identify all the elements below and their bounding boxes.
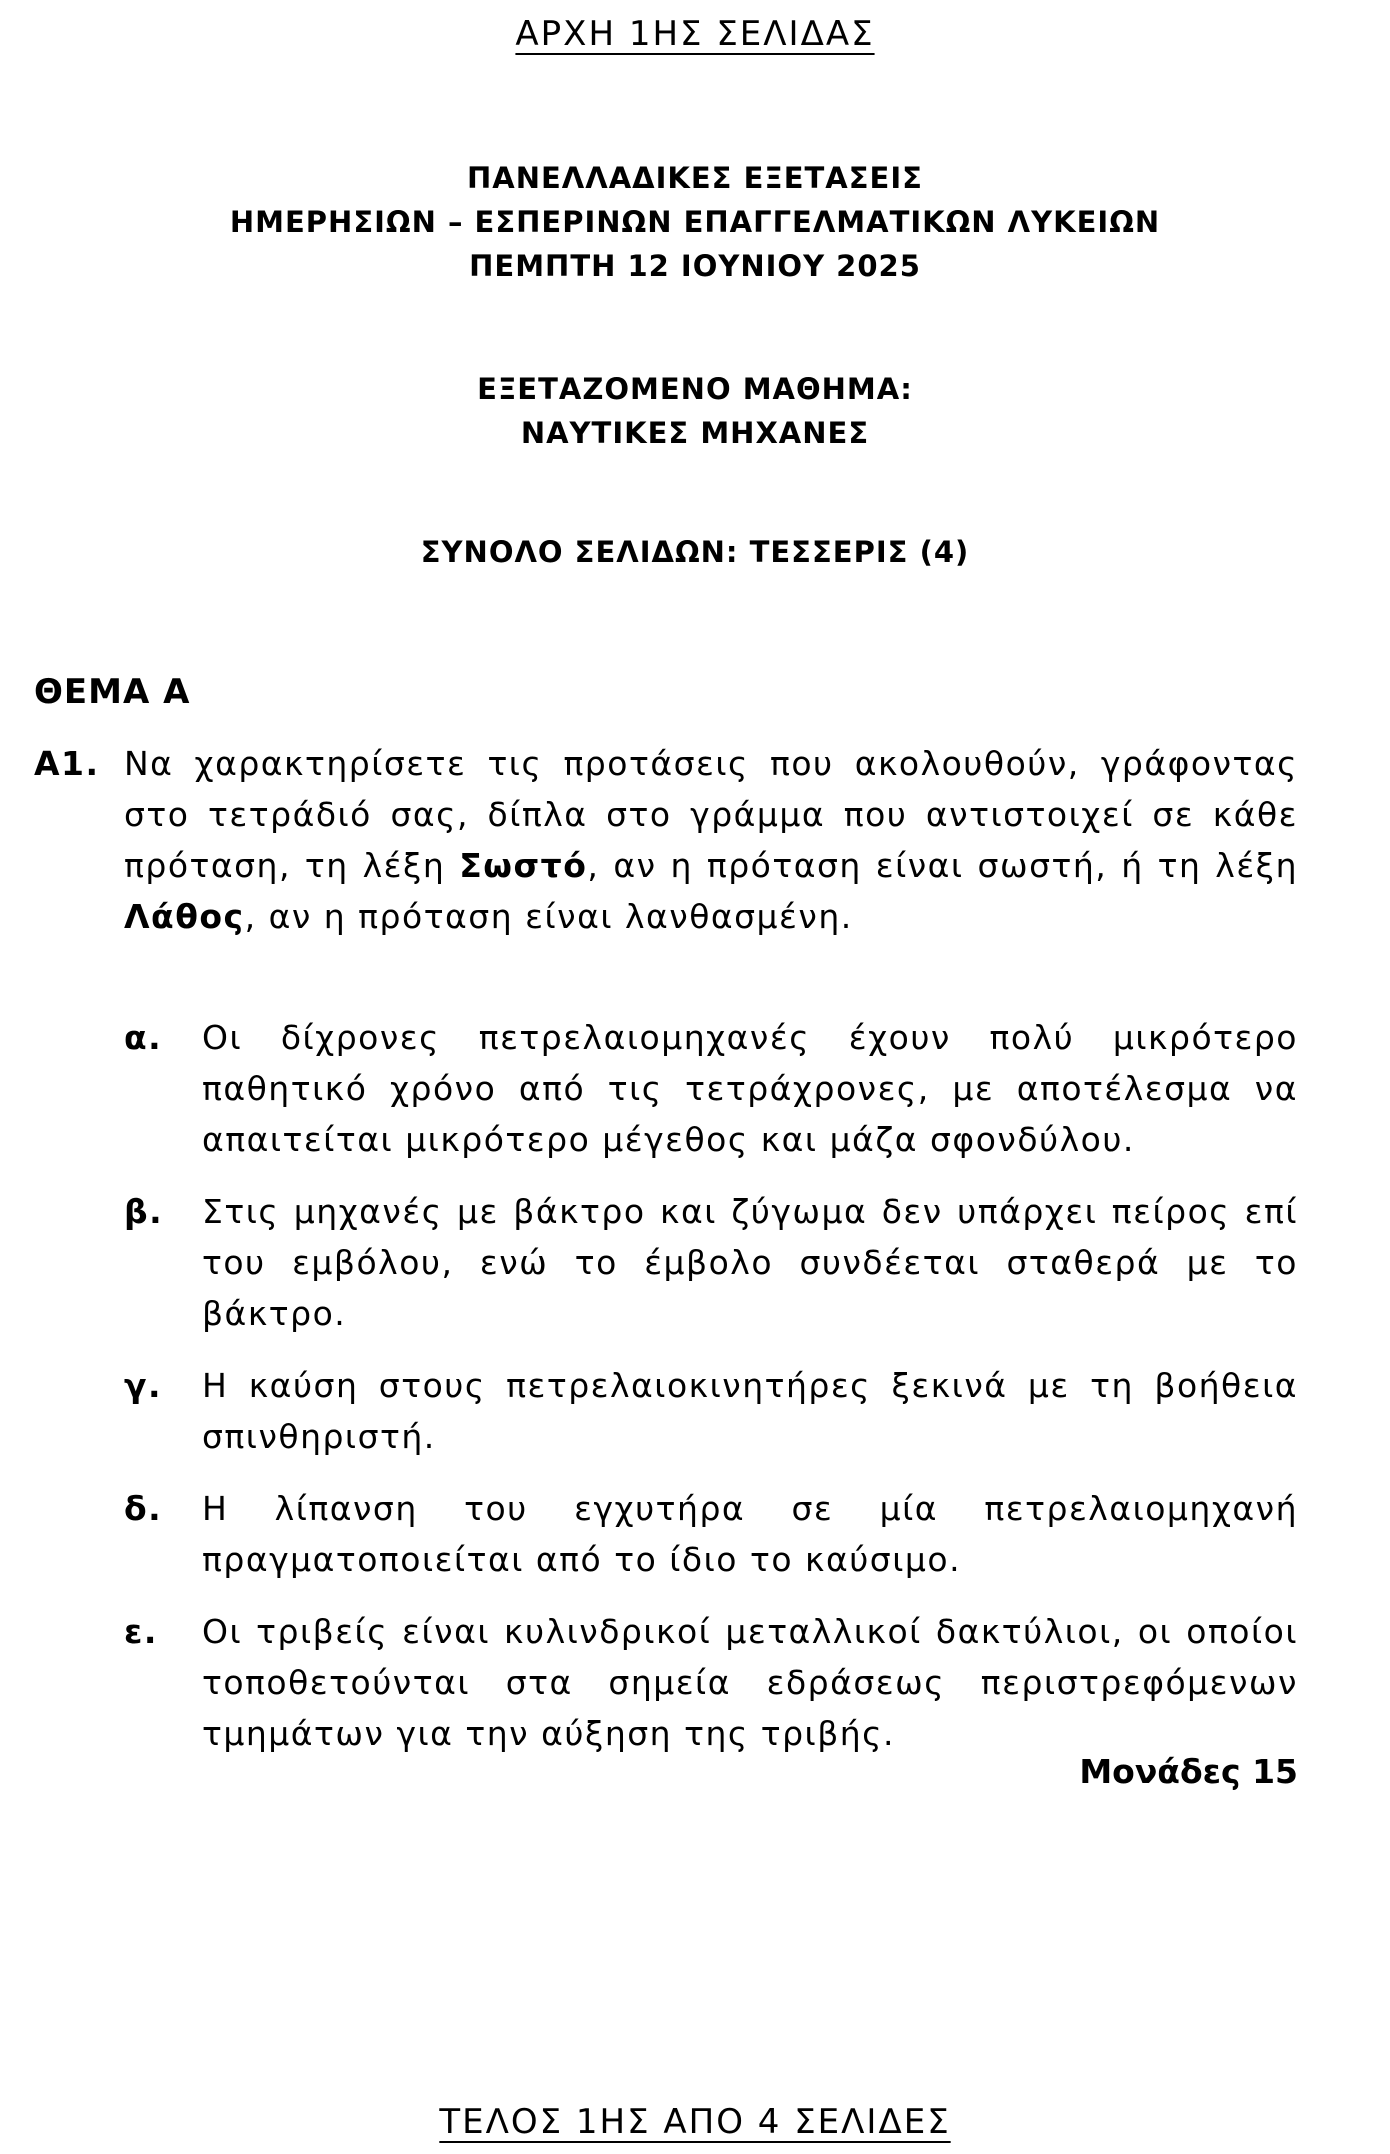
question-text-part-2: , αν η πρόταση είναι σωστή, ή τη λέξη (587, 846, 1298, 885)
bold-word-wrong: Λάθος (124, 897, 245, 936)
statement-item (124, 1360, 1298, 1462)
statement-list (124, 1012, 1298, 1780)
question-label: Α1. (34, 744, 100, 783)
page-start-text: ΑΡΧΗ 1ΗΣ ΣΕΛΙΔΑΣ (515, 14, 875, 54)
marks-label: Μονάδες 15 (1079, 1752, 1298, 1791)
statement-label: β. (124, 1192, 164, 1231)
page-start-header (0, 14, 1390, 54)
exam-title-block (0, 156, 1390, 288)
subject-label: ΕΞΕΤΑΖΟΜΕΝΟ ΜΑΘΗΜΑ: (477, 372, 913, 406)
statement-label: α. (124, 1018, 163, 1057)
question-text (124, 738, 1298, 942)
statement-text: Οι τριβείς είναι κυλινδρικοί μεταλλικοί δακτύλιοι, οι οποίοι τοποθετούνται στα σημεία εδράσεως περιστρεφόμενων τμημάτων για την αύξηση της τριβής. (202, 1612, 1298, 1753)
statement-label: δ. (124, 1489, 163, 1528)
statement-item (124, 1483, 1298, 1585)
statement-item (124, 1186, 1298, 1339)
statement-label: γ. (124, 1366, 163, 1405)
exam-date: ΠΕΜΠΤΗ 12 ΙΟΥΝΙΟΥ 2025 (469, 249, 921, 283)
question-text-part-3: , αν η πρόταση είναι λανθασμένη. (244, 897, 853, 936)
statement-text: Η καύση στους πετρελαιοκινητήρες ξεκινά με τη βοήθεια σπινθηριστή. (202, 1366, 1298, 1456)
question-a1 (34, 738, 1298, 942)
subject-name: ΝΑΥΤΙΚΕΣ ΜΗΧΑΝΕΣ (520, 416, 870, 450)
total-pages-block (0, 530, 1390, 574)
bold-word-correct: Σωστό (459, 846, 588, 885)
total-pages: ΣΥΝΟΛΟ ΣΕΛΙΔΩΝ: ΤΕΣΣΕΡΙΣ (4) (420, 535, 970, 569)
exam-title-line-2: ΗΜΕΡΗΣΙΩΝ – ΕΣΠΕΡΙΝΩΝ ΕΠΑΓΓΕΛΜΑΤΙΚΩΝ ΛΥΚΕΙΩΝ (229, 205, 1161, 239)
exam-title-line-1: ΠΑΝΕΛΛΑΔΙΚΕΣ ΕΞΕΤΑΣΕΙΣ (467, 161, 923, 195)
question-text-part-1: Να χαρακτηρίσετε τις προτάσεις που ακολουθούν, γράφοντας στο τετράδιό σας, δίπλα στο γράμμα που αντιστοιχεί σε κάθε πρόταση, τη λέξη (124, 744, 1298, 885)
topic-title: ΘΕΜΑ Α (34, 672, 191, 712)
statement-text: Η λίπανση του εγχυτήρα σε μία πετρελαιομηχανή πραγματοποιείται από το ίδιο το καύσιμο. (202, 1489, 1298, 1579)
statement-text: Οι δίχρονες πετρελαιομηχανές έχουν πολύ μικρότερο παθητικό χρόνο από τις τετράχρονες, με αποτέλεσμα να απαιτείται μικρότερο μέγεθος και μάζα σφονδύλου. (202, 1018, 1298, 1159)
subject-block (0, 367, 1390, 455)
page-end-text: ΤΕΛΟΣ 1ΗΣ ΑΠΟ 4 ΣΕΛΙΔΕΣ (439, 2102, 951, 2142)
page-end-footer (0, 2102, 1390, 2142)
statement-item (124, 1606, 1298, 1759)
statement-label: ε. (124, 1612, 158, 1651)
statement-text: Στις μηχανές με βάκτρο και ζύγωμα δεν υπάρχει πείρος επί του εμβόλου, ενώ το έμβολο συνδέεται σταθερά με το βάκτρο. (202, 1192, 1298, 1333)
statement-item (124, 1012, 1298, 1165)
